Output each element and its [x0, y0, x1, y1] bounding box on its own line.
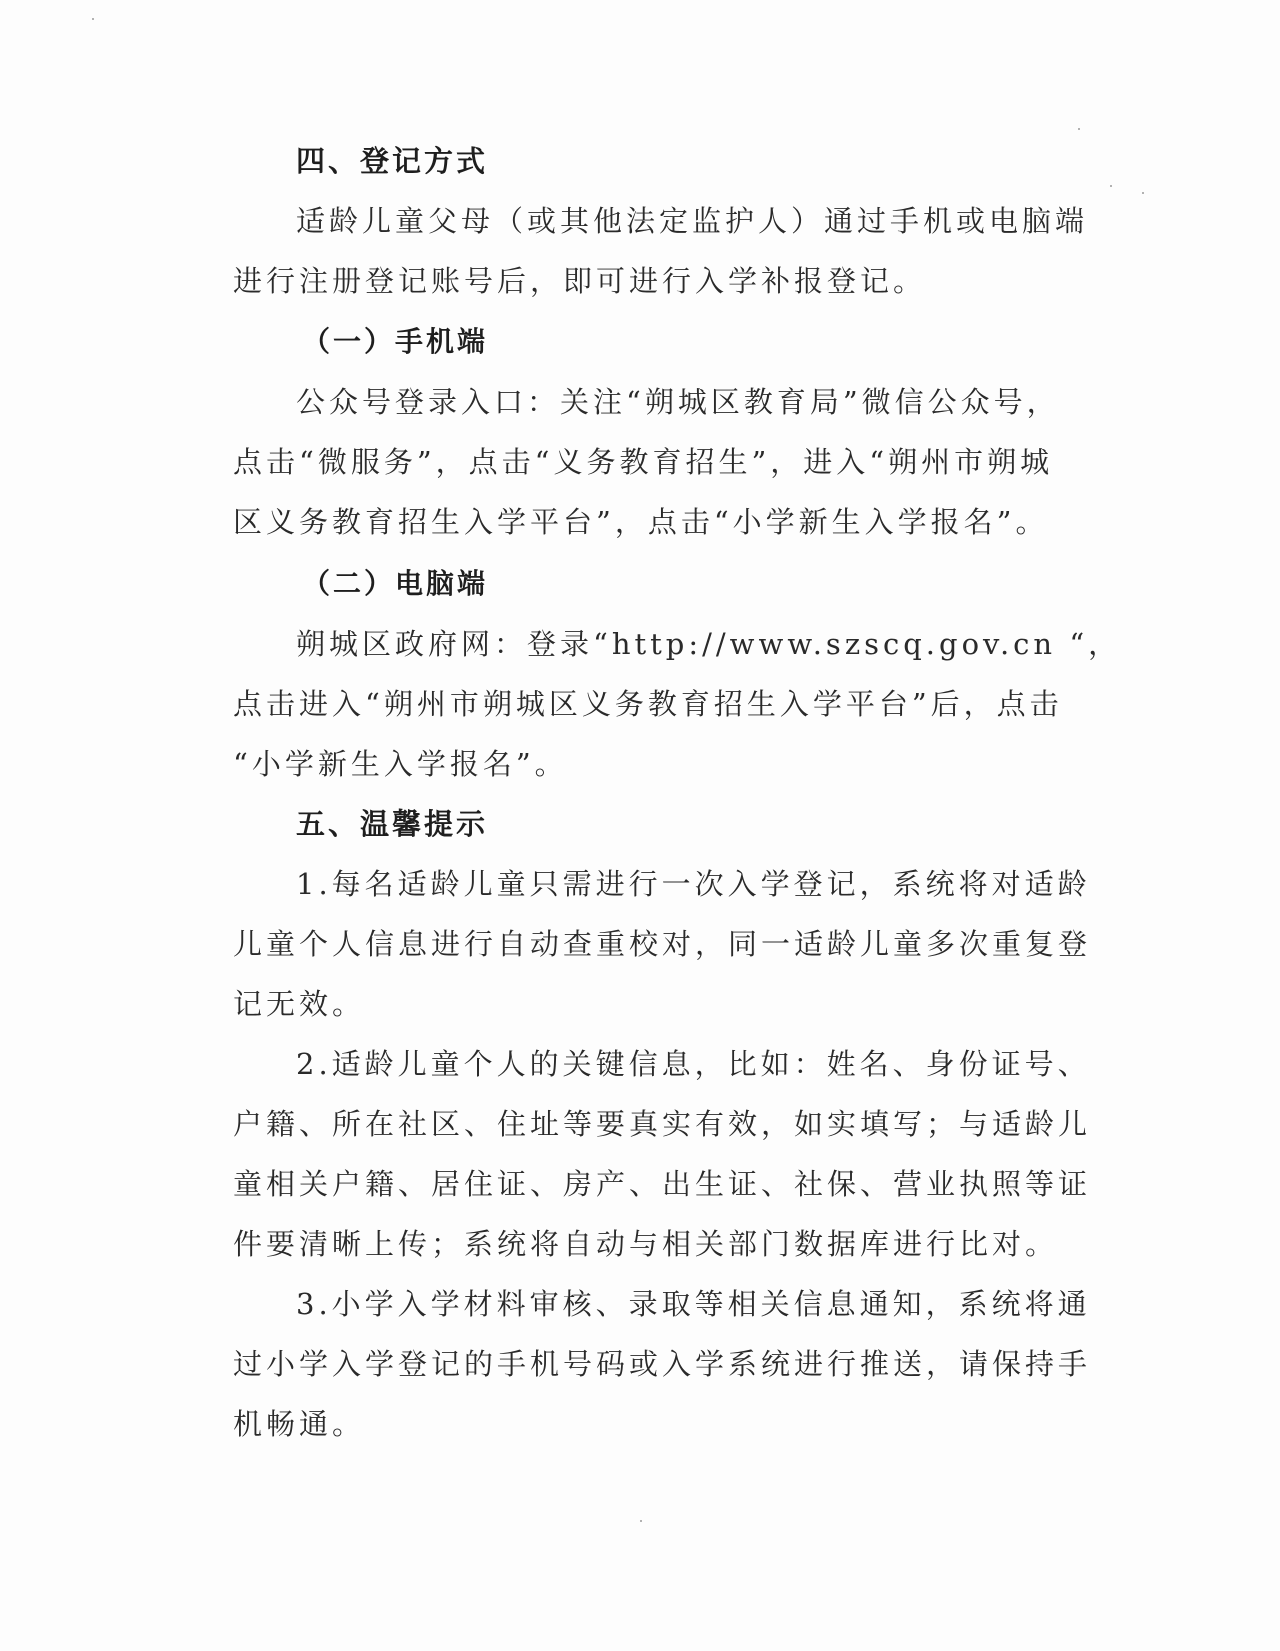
- tip-line: 件要清晰上传；系统将自动与相关部门数据库进行比对。: [233, 1227, 1059, 1261]
- tip-line: 儿童个人信息进行自动查重校对，同一适龄儿童多次重复登: [233, 927, 1092, 961]
- scan-speck: [640, 1520, 642, 1522]
- paragraph-line: 适龄儿童父母（或其他法定监护人）通过手机或电脑端: [296, 204, 1089, 238]
- scan-speck: [92, 18, 94, 20]
- scan-speck: [1110, 185, 1112, 187]
- section-heading-tips: 五、温馨提示: [296, 807, 489, 841]
- tip-line: 童相关户籍、居住证、房产、出生证、社保、营业执照等证: [233, 1167, 1092, 1201]
- tip-line: 1.每名适龄儿童只需进行一次入学登记，系统将对适龄: [296, 867, 1091, 901]
- subheading-pc: （二）电脑端: [302, 567, 489, 600]
- tip-line: 3.小学入学材料审核、录取等相关信息通知，系统将通: [296, 1287, 1091, 1321]
- section-heading-registration-method: 四、登记方式: [296, 144, 489, 178]
- paragraph-line: 点击“微服务”，点击“义务教育招生”，进入“朔州市朔城: [233, 445, 1054, 479]
- paragraph-line: 进行注册登记账号后，即可进行入学补报登记。: [233, 264, 927, 298]
- paragraph-line-url: 朔城区政府网：登录“http://www.szscq.gov.cn “，: [296, 627, 1122, 661]
- tip-line: 记无效。: [233, 987, 366, 1021]
- tip-line: 机畅通。: [233, 1407, 366, 1441]
- scan-speck: [1078, 128, 1080, 130]
- paragraph-line: 区义务教育招生入学平台”，点击“小学新生入学报名”。: [233, 505, 1049, 539]
- scan-speck: [1142, 192, 1144, 194]
- paragraph-line: 公众号登录入口：关注“朔城区教育局”微信公众号，: [296, 385, 1060, 419]
- paragraph-line: 点击进入“朔州市朔城区义务教育招生入学平台”后，点击: [233, 687, 1063, 721]
- paragraph-line: “小学新生入学报名”。: [233, 747, 568, 781]
- tip-line: 户籍、所在社区、住址等要真实有效，如实填写；与适龄儿: [233, 1107, 1092, 1141]
- tip-line: 2.适龄儿童个人的关键信息，比如：姓名、身份证号、: [296, 1047, 1091, 1081]
- tip-line: 过小学入学登记的手机号码或入学系统进行推送，请保持手: [233, 1347, 1092, 1381]
- subheading-mobile: （一）手机端: [302, 325, 489, 358]
